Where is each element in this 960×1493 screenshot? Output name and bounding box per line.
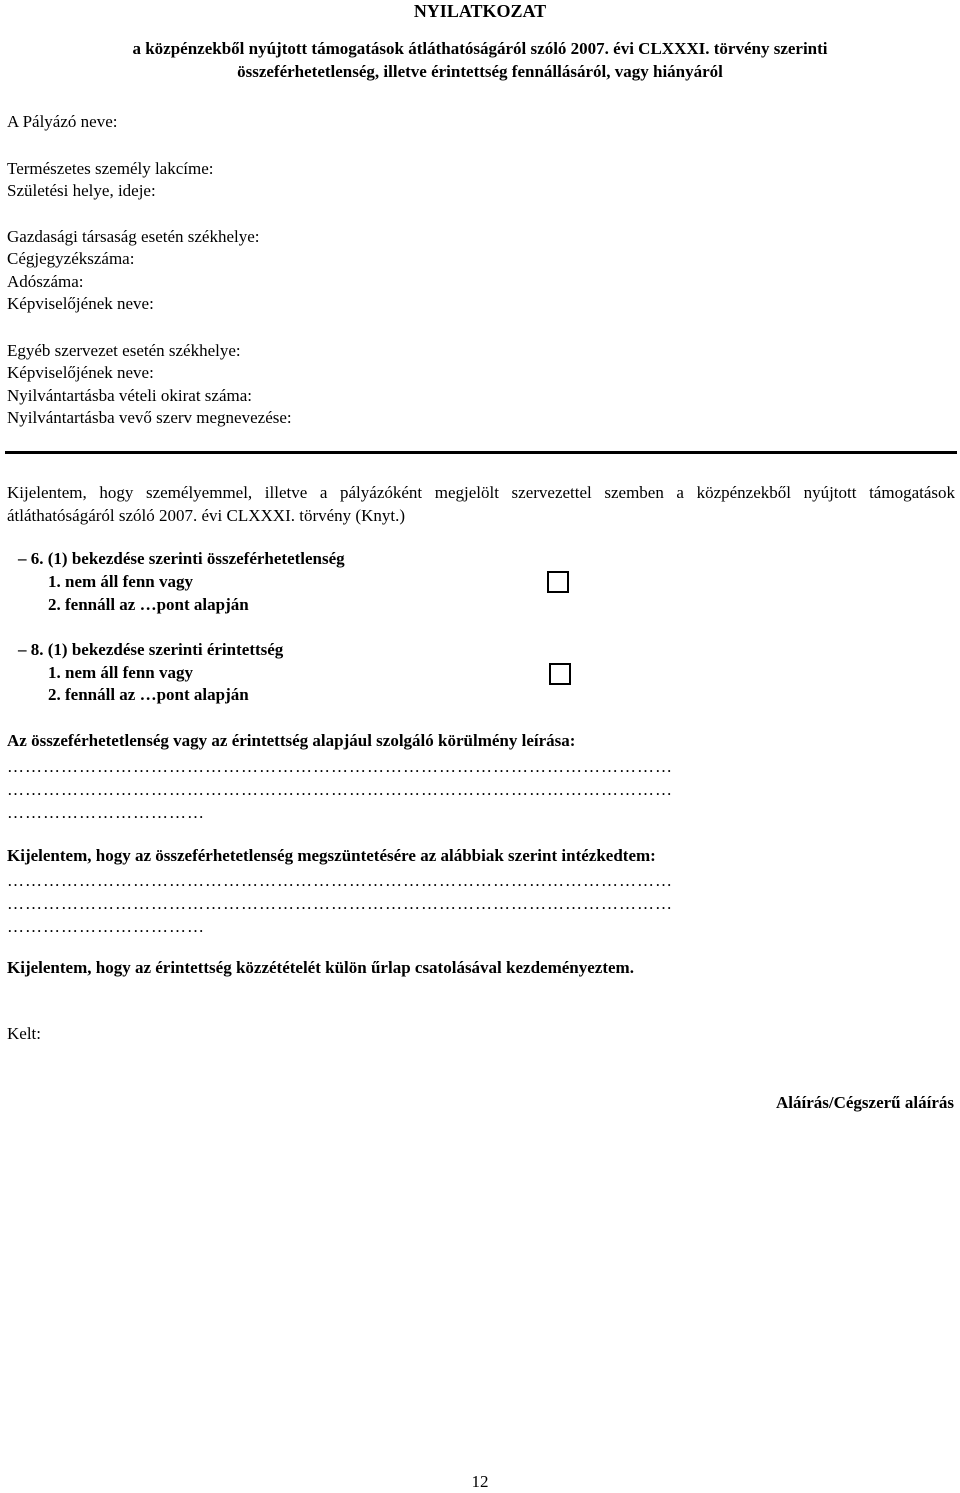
document-title: NYILATKOZAT xyxy=(413,1,547,21)
section6-checkbox[interactable] xyxy=(547,571,569,593)
measures-taken-line3[interactable]: …………………………… xyxy=(7,917,205,936)
circumstance-description-line1[interactable]: ………………………………………………………………………………………………… xyxy=(7,757,673,776)
tax-number-label: Adószáma: xyxy=(7,272,84,291)
company-representative-label: Képviselőjének neve: xyxy=(7,294,154,313)
section6-option1: 1. nem áll fenn vagy xyxy=(48,572,193,591)
measures-taken-line1[interactable]: ………………………………………………………………………………………………… xyxy=(7,871,673,890)
publication-statement: Kijelentem, hogy az érintettség közzétételét külön űrlap csatolásával kezdeményeztem. xyxy=(7,958,634,977)
birth-place-date-label: Születési helye, ideje: xyxy=(7,181,156,200)
measures-taken-label: Kijelentem, hogy az összeférhetetlenség megszüntetésére az alábbiak szerint intézkedtem: xyxy=(7,846,656,865)
applicant-name-label: A Pályázó neve: xyxy=(7,112,118,131)
registering-authority-label: Nyilvántartásba vevő szerv megnevezése: xyxy=(7,408,292,427)
date-label: Kelt: xyxy=(7,1024,41,1043)
other-org-representative-label: Képviselőjének neve: xyxy=(7,363,154,382)
section8-heading: – 8. (1) bekezdése szerinti érintettség xyxy=(18,640,284,659)
company-seat-label: Gazdasági társaság esetén székhelye: xyxy=(7,227,260,246)
declaration-intro: Kijelentem, hogy személyemmel, illetve a pályázóként megjelölt szervezettel szemben a közpénzekből nyújtott támogatások átláthatóságáról szóló 2007. évi CLXXXI. törvény (Knyt.) xyxy=(7,483,955,525)
circumstance-description-line2[interactable]: ………………………………………………………………………………………………… xyxy=(7,780,673,799)
circumstance-description-line3[interactable]: …………………………… xyxy=(7,803,205,822)
measures-taken-line2[interactable]: ………………………………………………………………………………………………… xyxy=(7,894,673,913)
page-number: 12 xyxy=(471,1472,489,1491)
section6-heading: – 6. (1) bekezdése szerinti összeférhetetlenség xyxy=(18,549,345,568)
section8-option1: 1. nem áll fenn vagy xyxy=(48,663,193,682)
company-registry-number-label: Cégjegyzékszáma: xyxy=(7,249,135,268)
section6-option2: 2. fennáll az …pont alapján xyxy=(48,595,249,614)
registration-document-number-label: Nyilvántartásba vételi okirat száma: xyxy=(7,386,252,405)
circumstance-description-label: Az összeférhetetlenség vagy az érintettség alapjául szolgáló körülmény leírása: xyxy=(7,731,576,750)
section8-checkbox[interactable] xyxy=(549,663,571,685)
document-subtitle-line2: összeférhetetlenség, illetve érintettség fennállásáról, vagy hiányáról xyxy=(237,62,723,81)
document-subtitle-line1: a közpénzekből nyújtott támogatások átláthatóságáról szóló 2007. évi CLXXXI. törvény szerinti xyxy=(132,39,828,58)
section-divider xyxy=(5,451,957,454)
natural-person-address-label: Természetes személy lakcíme: xyxy=(7,159,214,178)
section8-option2: 2. fennáll az …pont alapján xyxy=(48,685,249,704)
signature-label: Aláírás/Cégszerű aláírás xyxy=(776,1093,954,1112)
other-org-seat-label: Egyéb szervezet esetén székhelye: xyxy=(7,341,241,360)
